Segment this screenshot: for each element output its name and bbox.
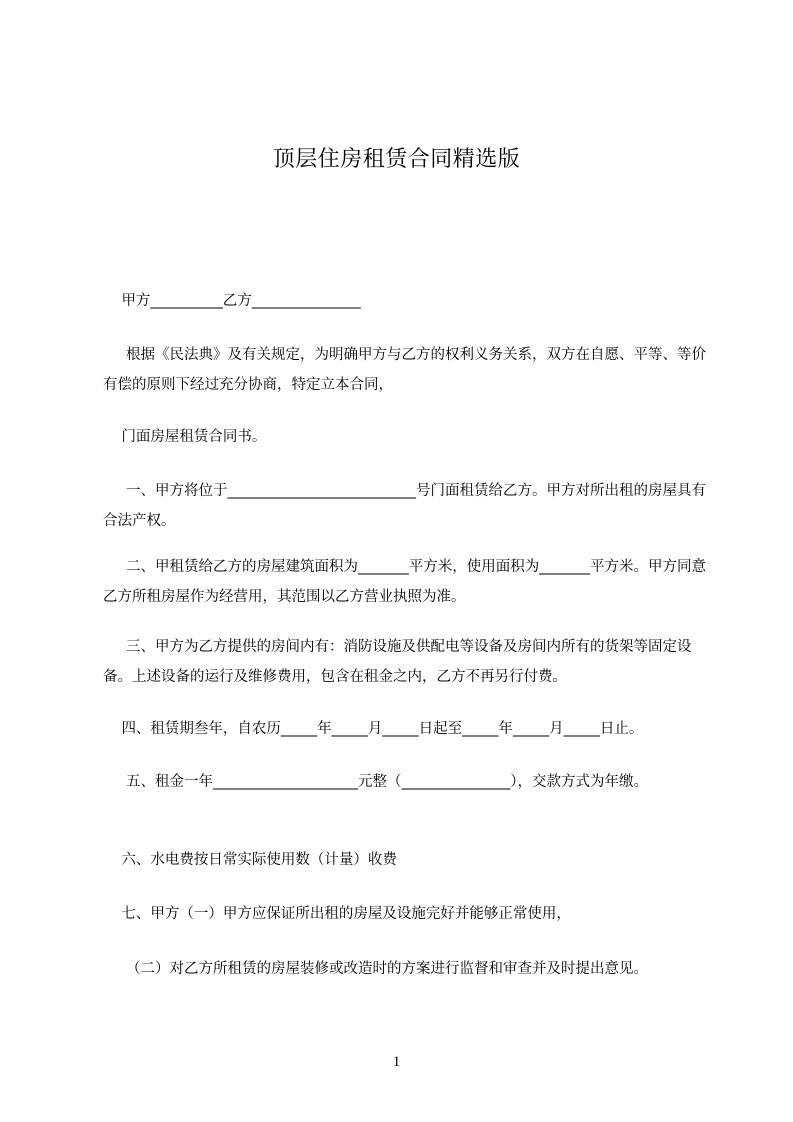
document-title: 顶层住房租赁合同精选版 bbox=[272, 147, 521, 172]
parties-line: 甲方__________乙方_______________ bbox=[103, 293, 361, 309]
clause-3: 三、甲方为乙方提供的房间内有：消防设施及供配电等设备及房间内所有的货架等固定设备。上述设备的运行及维修费用，包含在租金之内，乙方不再另行付费。 bbox=[103, 639, 692, 685]
clause-5: 五、租金一年____________________元整（_______________），交款方式为年缴。 bbox=[103, 774, 649, 790]
clause-4: 四、租赁期叁年，自农历_____年_____月_____日起至_____年_____月_____日止。 bbox=[103, 721, 644, 737]
clause-2: 二、甲租赁给乙方的房屋建筑面积为_______平方米，使用面积为_______平方米。甲方同意乙方所租房屋作为经营用，其范围以乙方营业执照为准。 bbox=[103, 559, 707, 605]
paragraph-contract-name: 门面房屋租赁合同书。 bbox=[103, 429, 267, 445]
clause-7: 七、甲方（一）甲方应保证所出租的房屋及设施完好并能够正常使用， bbox=[103, 906, 571, 922]
clause-7-item-2: （二）对乙方所租赁的房屋装修或改造时的方案进行监督和审查并及时提出意见。 bbox=[103, 961, 649, 977]
paragraph-preamble: 根据《民法典》及有关规定，为明确甲方与乙方的权利义务关系，双方在自愿、平等、等价有偿的原则下经过充分协商，特定立本合同， bbox=[103, 347, 707, 393]
clause-6: 六、水电费按日常实际使用数（计量）收费 bbox=[103, 852, 397, 868]
page-number: 1 bbox=[392, 1054, 401, 1070]
clause-1: 一、甲方将位于__________________________号门面租赁给乙方。甲方对所出租的房屋具有合法产权。 bbox=[103, 483, 707, 529]
